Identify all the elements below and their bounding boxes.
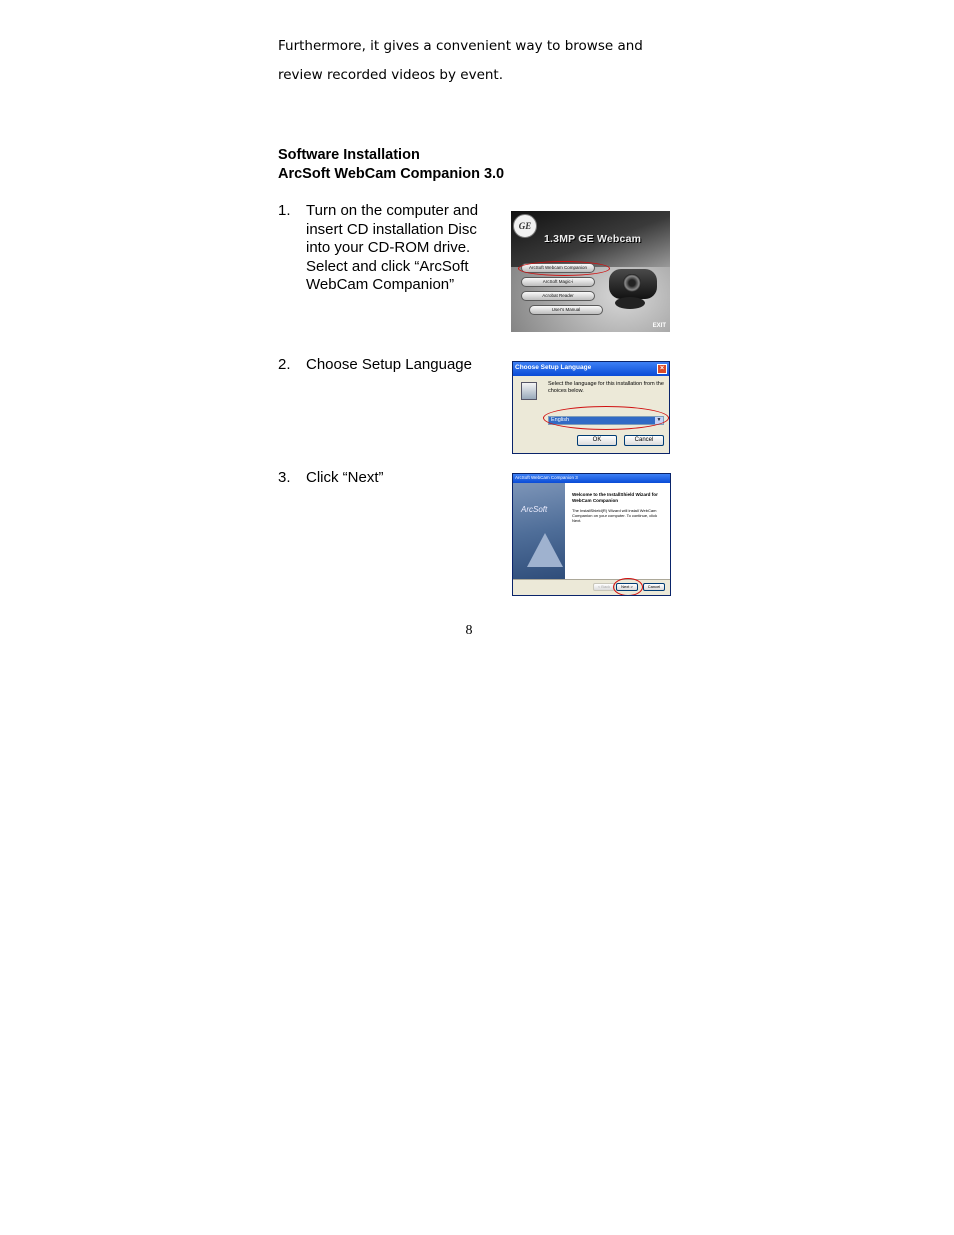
ok-button: OK <box>577 435 617 446</box>
wizard-body-text: The InstallShield(R) Wizard will install WebCam Companion on your computer. To continue, click Next. <box>572 508 658 523</box>
highlight-circle <box>543 406 669 430</box>
exit-label: EXIT <box>652 323 666 329</box>
wizard-screenshot <box>512 473 671 596</box>
webcam-lens <box>623 274 641 292</box>
wizard-welcome-title: Welcome to the InstallShield Wizard for WebCam Companion <box>572 492 658 503</box>
arcsoft-logo: ArcSoft <box>521 505 548 514</box>
menu-button-users-manual: User's Manual <box>529 305 603 315</box>
webcam-stand <box>615 297 645 309</box>
installer-icon <box>521 382 537 400</box>
dialog-titlebar <box>513 362 669 376</box>
step-text: Click “Next” <box>306 469 384 486</box>
intro-line-1: Furthermore, it gives a convenient way to browse and <box>278 38 643 54</box>
wizard-side-panel <box>513 483 565 579</box>
section-title: Software Installation <box>278 147 420 163</box>
intro-line-2: review recorded videos by event. <box>278 66 504 83</box>
sail-graphic <box>527 533 563 567</box>
menu-button-acrobat-reader: Acrobat Reader <box>521 291 595 301</box>
intro-paragraph <box>278 32 698 89</box>
close-icon: × <box>657 364 667 374</box>
menu-button-webcam-companion: ArcSoft Webcam Companion <box>521 263 595 273</box>
dialog-title: Choose Setup Language <box>515 364 592 371</box>
launcher-screenshot <box>511 211 670 332</box>
language-selected-value: English <box>551 417 570 423</box>
step-number: 1. <box>278 202 291 219</box>
step-number: 3. <box>278 469 291 486</box>
highlight-circle <box>613 578 643 596</box>
step-text: Turn on the computer and insert CD installation Disc into your CD-ROM drive. Select and click “ArcSoft WebCam Companion” <box>306 202 479 294</box>
dialog-message: Select the language for this installation from the choices below. <box>548 381 664 394</box>
section-heading <box>278 146 504 183</box>
ge-logo: GE <box>513 214 537 238</box>
step-number: 2. <box>278 356 291 373</box>
highlight-circle <box>518 261 610 276</box>
language-dialog-screenshot <box>512 361 670 454</box>
menu-button-magic-i: ArcSoft Magic-i <box>521 277 595 287</box>
wizard-titlebar <box>513 474 670 483</box>
next-button: Next > <box>616 583 638 591</box>
chevron-down-icon: ▼ <box>656 417 662 423</box>
page-number: 8 <box>465 623 473 638</box>
launcher-title: 1.3MP GE Webcam <box>544 233 642 245</box>
step-text: Choose Setup Language <box>306 356 472 373</box>
back-button: < Back <box>593 583 615 591</box>
software-title: ArcSoft WebCam Companion 3.0 <box>278 165 505 182</box>
cancel-button: Cancel <box>643 583 665 591</box>
wizard-title: ArcSoft WebCam Companion 3 <box>515 475 578 480</box>
cancel-button: Cancel <box>624 435 664 446</box>
